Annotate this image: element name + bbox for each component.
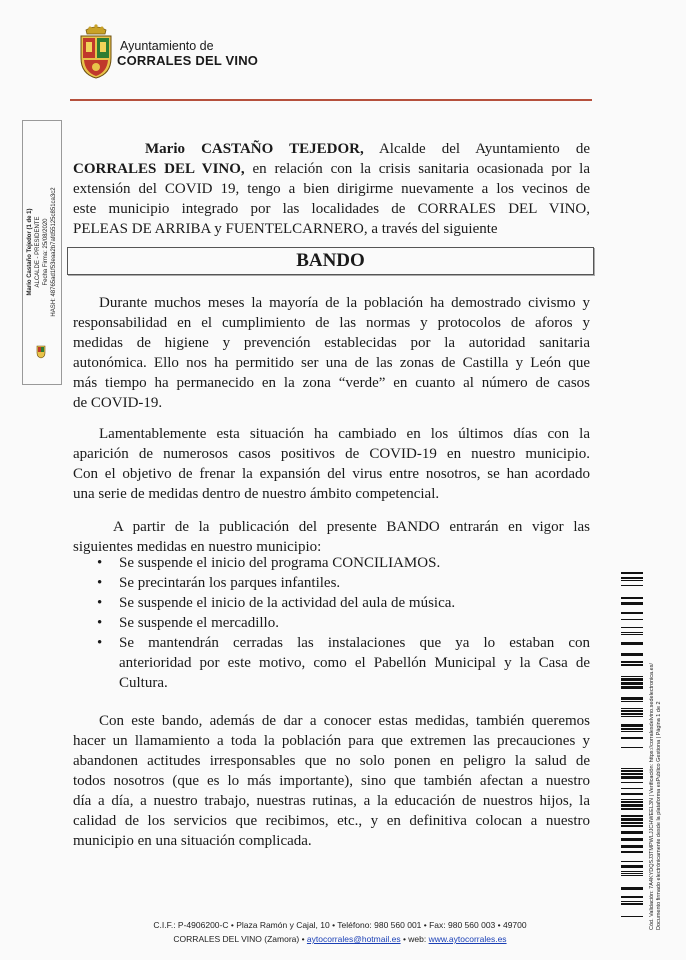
intro-paragraph <box>73 139 590 239</box>
verification-line1: Cód. Validación: 7A4KYDQSJ3TMPWLJJCHWEEL3N | Verificación: https://corralesdelvino.sedelectronica.es/ <box>649 663 655 930</box>
mayor-name: Mario CASTAÑO TEJEDOR, <box>145 141 364 157</box>
p3-line: A partir de la publicación del presente BANDO entrarán en vigor las <box>113 519 590 535</box>
bullet: • <box>97 575 103 591</box>
p2-line: una serie de medidas dentro de nuestro ámbito competencial. <box>73 486 440 502</box>
footer-town: CORRALES DEL VINO (Zamora) • <box>173 934 307 944</box>
p4-line: Con este bando, además de dar a conocer estas medidas, también queremos <box>99 713 590 729</box>
verification-text <box>649 580 663 930</box>
p4-line: hacer un llamamiento a toda la población para que extremen las precauciones y <box>73 733 590 749</box>
p4-line: todos nosotros (que es lo más importante), sino que también afectan a nuestro <box>73 773 590 789</box>
p3-line: siguientes medidas en nuestro municipio: <box>73 539 322 555</box>
signature-stamp-text <box>26 127 58 377</box>
paragraph-1 <box>73 293 590 413</box>
barcode-icon <box>621 572 643 922</box>
p1-line: de COVID-19. <box>73 395 163 411</box>
website-link[interactable]: www.aytocorrales.es <box>428 934 507 944</box>
bullet: • <box>97 615 103 631</box>
list-item <box>92 633 590 693</box>
bullet: • <box>97 595 103 611</box>
paragraph-4 <box>73 711 590 851</box>
bullet: • <box>97 635 103 651</box>
signature-signer: Mario Castaño Tejedor (1 de 1) <box>27 208 33 296</box>
measure-text: anterioridad por este motivo, como el Pabellón Municipal y la Casa de <box>119 655 590 671</box>
measure-text: Se mantendrán cerradas las instalaciones que ya lo estaban con <box>119 635 590 651</box>
footer-address-line <box>70 934 610 944</box>
p1-line: autonómica. Ello nos ha permitido ser una de las zonas de Castilla y León que <box>73 355 590 371</box>
list-item <box>92 553 590 573</box>
paragraph-2 <box>73 424 590 504</box>
municipal-crest-icon <box>78 24 114 80</box>
verification-line2: Documento firmado electrónicamente desde la plataforma esPublico Gestiona | Página 1 de 2 <box>656 701 662 930</box>
org-name-line2: CORRALES DEL VINO <box>117 53 259 68</box>
intro-line3: extensión del COVID 19, tengo a bien dirigirme nuevamente a los vecinos de <box>73 181 590 197</box>
p4-line: abandonen actitudes irresponsables que no solo ponen en peligro la salud de <box>73 753 590 769</box>
p1-line: medidas de higiene y prevención establecidas por la autoridad sanitaria <box>73 335 590 351</box>
intro-line1: Alcalde del Ayuntamiento de <box>363 141 590 157</box>
signature-role: ALCALDE - PRESIDENTE <box>35 216 41 288</box>
p2-line: aparición de numerosos casos positivos de COVID-19 en nuestro municipio. <box>73 446 590 462</box>
footer-web-label: • web: <box>400 934 429 944</box>
p1-line: Durante muchos meses la mayoría de la población ha demostrado civismo y <box>99 295 590 311</box>
email-link[interactable]: aytocorrales@hotmail.es <box>306 934 401 944</box>
p1-line: responsabilidad en el cumplimiento de las normas y protocolos de aforos y <box>73 315 590 331</box>
measure-text: Se precintarán los parques infantiles. <box>119 575 341 591</box>
intro-line2: en relación con la crisis sanitaria ocasionada por la <box>244 161 590 177</box>
p2-line: Con el objetivo de frenar la expansión del virus entre nosotros, se han acordado <box>73 466 590 482</box>
list-item <box>92 593 590 613</box>
stamp-crest-icon <box>36 345 46 359</box>
header-rule <box>70 99 592 101</box>
measure-text: Cultura. <box>119 675 168 691</box>
measures-list <box>92 553 590 693</box>
org-name-line1: Ayuntamiento de <box>120 39 214 53</box>
measure-text: Se suspende el inicio del programa CONCILIAMOS. <box>119 555 441 571</box>
p4-line: día a día, a nuestro trabajo, nuestras rutinas, a la educación de nuestros hijos, la <box>73 793 590 809</box>
p1-line: más tiempo ha permanecido en la zona “verde” en cuanto al número de casos <box>73 375 590 391</box>
p2-line: Lamentablemente esta situación ha cambiado en los últimos días con la <box>99 426 590 442</box>
signature-hash: HASH: 48765ad1f53eaa2b7afd55125c851ca3c2 <box>51 187 57 317</box>
list-item <box>92 573 590 593</box>
p4-line: municipio en una situación complicada. <box>73 833 312 849</box>
intro-line4: este municipio integrado por las localidades de CORRALES DEL VINO, <box>73 201 590 217</box>
bullet: • <box>97 555 103 571</box>
bando-title: BANDO <box>67 247 594 275</box>
measure-text: Se suspende el inicio de la actividad del aula de música. <box>119 595 456 611</box>
footer-contact-line: C.I.F.: P-4906200-C • Plaza Ramón y Cajal, 10 • Teléfono: 980 560 001 • Fax: 980 560 003 • 49700 <box>153 920 527 930</box>
signature-date: Fecha Firma: 25/08/2020 <box>43 218 49 286</box>
measure-text: Se suspende el mercadillo. <box>119 615 279 631</box>
list-item <box>92 613 590 633</box>
municipality-name: CORRALES DEL VINO, <box>73 161 245 177</box>
intro-line5: PELEAS DE ARRIBA y FUENTELCARNERO, a través del siguiente <box>73 221 498 237</box>
paragraph-3 <box>73 517 590 557</box>
p4-line: calidad de los servicios que recibimos, etc., y en definitiva colocan a nuestro <box>73 813 590 829</box>
